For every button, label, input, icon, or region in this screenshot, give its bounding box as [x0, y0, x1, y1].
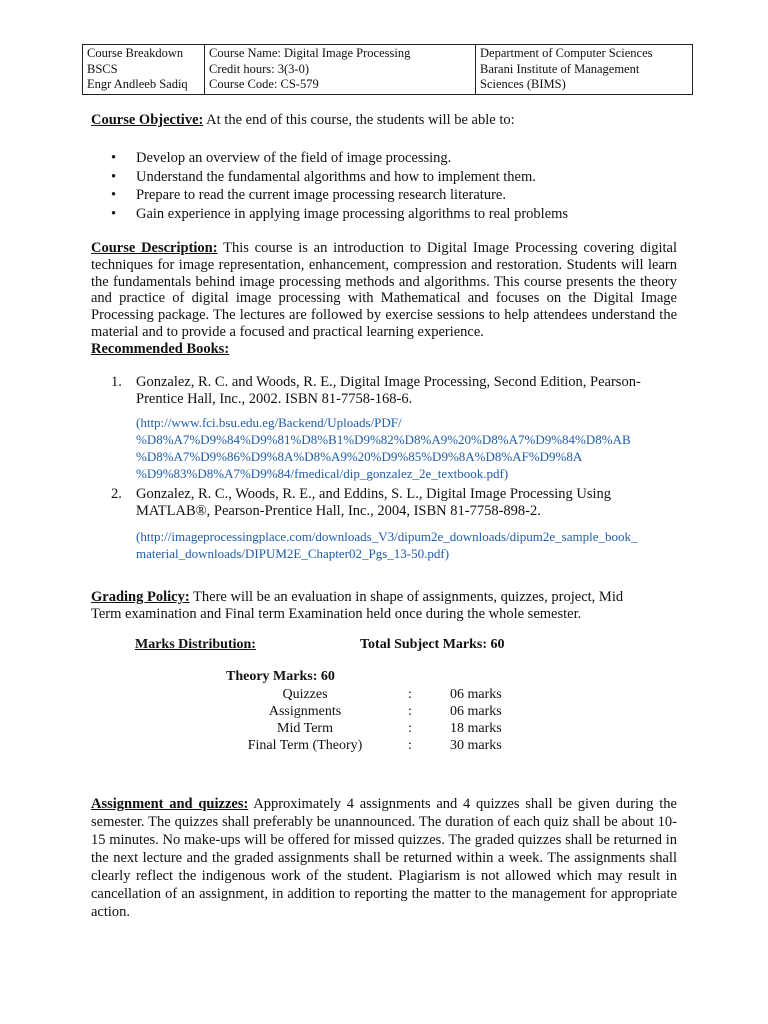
marks-item-name: Final Term (Theory)	[247, 738, 363, 753]
url-line[interactable]: %D9%83%D8%A7%D9%84/fmedical/dip_gonzalez_2e_textbook.pdf)	[136, 466, 509, 481]
marks-row	[230, 703, 530, 720]
objective-heading: Course Objective:	[91, 112, 204, 128]
book-citation: Gonzalez, R. C. and Woods, R. E., Digital Image Processing, Second Edition, Pearson-Prentice Hall, Inc., 2002. ISBN 81-7758-168-6.	[136, 374, 641, 407]
header-text: Department of Computer Sciences	[480, 46, 653, 60]
url-line[interactable]: material_downloads/DIPUM2E_Chapter02_Pgs_13-50.pdf)	[136, 546, 450, 561]
header-col-department	[476, 45, 693, 95]
list-item: • Gain experience in applying image processing algorithms to real problems	[111, 205, 568, 224]
list-item: • Prepare to read the current image processing research literature.	[111, 186, 568, 205]
marks-separator: :	[408, 738, 412, 753]
marks-separator: :	[408, 687, 412, 702]
assignment-and-quizzes	[91, 795, 677, 921]
header-text: BSCS	[87, 61, 118, 76]
header-text: Sciences (BIMS)	[480, 77, 566, 91]
course-header-table	[82, 44, 693, 95]
description-heading: Course Description:	[91, 240, 218, 256]
assignment-heading: Assignment and quizzes:	[91, 796, 249, 812]
book-url[interactable]	[136, 528, 676, 562]
marks-value: 06 marks	[450, 704, 502, 719]
marks-item-name: Mid Term	[277, 721, 333, 736]
marks-item-name: Assignments	[268, 704, 342, 719]
marks-value: 30 marks	[450, 738, 502, 753]
header-col-breakdown	[83, 45, 205, 95]
header-text: Credit hours: 3(3-0)	[209, 61, 309, 76]
header-col-course	[205, 45, 476, 95]
theory-marks-label: Theory Marks: 60	[226, 669, 335, 684]
url-line[interactable]: %D8%A7%D9%84%D9%81%D8%B1%D9%82%D8%A9%20%D8%A7%D9%84%D8%AB	[136, 432, 631, 447]
assignment-text: Approximately 4 assignments and 4 quizzes shall be given during the semester. The quizzes shall preferably be unannounced. The duration of each quiz shall be about 10-15 minutes. No make-ups will be offered for missed quizzes. The graded quizzes shall be returned in the next lecture and the graded assignments shall be returned within a week. The assignments shall clearly reflect the indigenous work of the student. Plagiarism is not allowed which may result in cancellation of an assignment, in addition to reporting the matter to the management for appropriate action.	[91, 796, 677, 920]
objective-intro: At the end of this course, the students will be able to:	[203, 112, 515, 128]
header-text: Course Breakdown	[87, 46, 184, 60]
list-item: • Understand the fundamental algorithms and how to implement them.	[111, 168, 568, 187]
recommended-books-heading: Recommended Books:	[91, 341, 230, 357]
header-text: Course Name: Digital Image Processing	[209, 46, 411, 60]
marks-separator: :	[408, 704, 412, 719]
grading-policy	[91, 589, 651, 623]
marks-row	[230, 720, 530, 737]
course-objective	[91, 112, 515, 129]
header-text: Barani Institute of Management	[480, 61, 640, 76]
book-url[interactable]	[136, 414, 676, 482]
list-item: • Develop an overview of the field of image processing.	[111, 149, 568, 168]
marks-distribution-label: Marks Distribution:	[135, 637, 256, 652]
url-line[interactable]: %D8%A7%D9%86%D9%8A%D8%A9%20%D9%85%D9%8A%D8%AF%D9%8A	[136, 449, 583, 464]
marks-row	[230, 686, 530, 703]
objective-list	[111, 149, 568, 223]
header-text: Course Code: CS-579	[209, 77, 319, 91]
book-number: 2.	[111, 486, 122, 502]
url-line[interactable]: (http://www.fci.bsu.edu.eg/Backend/Uploads/PDF/	[136, 415, 402, 430]
marks-separator: :	[408, 721, 412, 736]
total-marks-label: Total Subject Marks: 60	[360, 637, 505, 652]
grading-text: There will be an evaluation in shape of assignments, quizzes, project, Mid Term examination and Final term Examination held once during the whole semester.	[91, 589, 624, 622]
header-text: Engr Andleeb Sadiq	[87, 77, 188, 91]
book-number: 1.	[111, 374, 122, 390]
marks-row	[230, 737, 530, 754]
course-description	[91, 240, 677, 341]
marks-value: 18 marks	[450, 721, 502, 736]
description-text: This course is an introduction to Digital Image Processing covering digital techniques for image representation, enhancement, compression and restoration. Students will learn the fundamentals behind image processing methods and algorithms. This course presents the theory and practice of digital image processing with Mathematical and focuses on the Digital Image Processing package. The lectures are followed by exercise sessions to help attendees understand the material and to provide a focused and practical learning experience.	[91, 240, 677, 340]
marks-table	[230, 686, 530, 754]
grading-heading: Grading Policy:	[91, 589, 190, 605]
marks-item-name: Quizzes	[282, 687, 328, 702]
url-line[interactable]: (http://imageprocessingplace.com/downloads_V3/dipum2e_downloads/dipum2e_sample_book_	[136, 529, 638, 544]
marks-value: 06 marks	[450, 687, 502, 702]
book-citation: Gonzalez, R. C., Woods, R. E., and Eddins, S. L., Digital Image Processing Using MATLAB®, Pearson-Prentice Hall, Inc., 2004, ISBN 81-7758-898-2.	[136, 486, 612, 519]
